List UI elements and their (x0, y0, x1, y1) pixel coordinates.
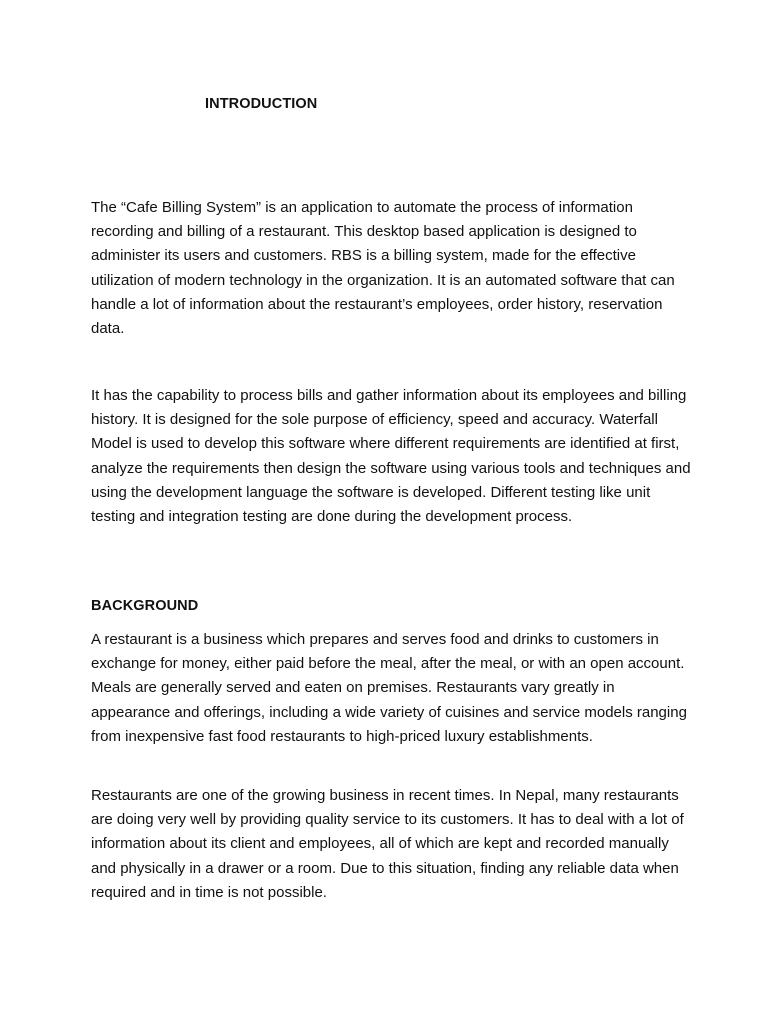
background-paragraph-1: A restaurant is a business which prepares and serves food and drinks to customers in exchange for money, either paid before the meal, after the meal, or with an open account. Meals are generally served and eaten on premises. Restaurants vary greatly in appearance and offerings, including a wide variety of cuisines and service models ranging from inexpensive fast food restaurants to high-priced luxury establishments. (91, 631, 687, 745)
background-paragraph-2: Restaurants are one of the growing business in recent times. In Nepal, many restaurants are doing very well by providing quality service to its customers. It has to deal with a lot of information about its client and employees, all of which are kept and recorded manually and physically in a drawer or a room. Due to this situation, finding any reliable data when required and in time is not possible. (91, 787, 684, 901)
introduction-heading: INTRODUCTION (205, 96, 318, 112)
introduction-paragraph-1: The “Cafe Billing System” is an application to automate the process of information recording and billing of a restaurant. This desktop based application is designed to administer its users and customers. RBS is a billing system, made for the effective utilization of modern technology in the organization. It is an automated software that can handle a lot of information about the restaurant’s employees, order history, reservation data. (91, 199, 675, 338)
introduction-paragraph-2: It has the capability to process bills and gather information about its employees and billing history. It is designed for the sole purpose of efficiency, speed and accuracy. Waterfall Model is used to develop this software where different requirements are identified at first, analyze the requirements then design the software using various tools and techniques and using the development language the software is developed. Different testing like unit testing and integration testing are done during the development process. (91, 387, 691, 526)
background-heading: BACKGROUND (91, 598, 199, 614)
